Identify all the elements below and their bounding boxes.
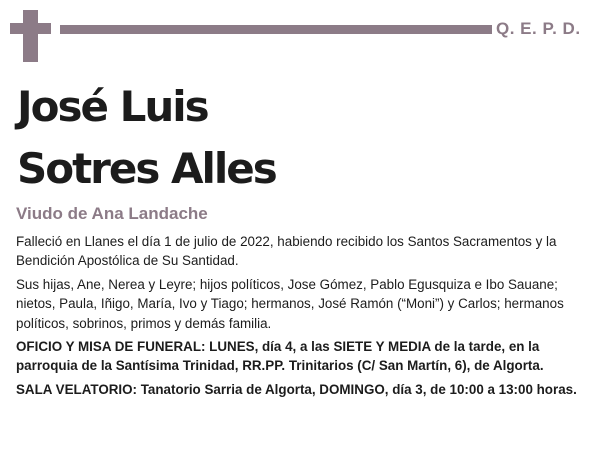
header-bar [0, 0, 600, 62]
widower-subtitle: Viudo de Ana Landache [16, 204, 208, 223]
name-line-last: Sotres Alles [17, 144, 276, 193]
wake-paragraph: SALA VELATORIO: Tanatorio Sarria de Algorta, DOMINGO, día 3, de 10:00 a 13:00 horas. [16, 381, 577, 397]
deceased-name [17, 76, 587, 200]
funeral-paragraph: OFICIO Y MISA DE FUNERAL: LUNES, día 4, a las SIETE Y MEDIA de la tarde, en la parroquia de la Santísima Trinidad, RR.PP. Trinitarios (C/ San Martín, 6), de Algorta. [16, 339, 544, 374]
qepd-label: Q. E. P. D. [496, 19, 581, 38]
notice-body [16, 232, 588, 403]
death-paragraph: Falleció en Llanes el día 1 de julio de 2022, habiendo recibido los Santos Sacramentos y la Bendición Apostólica de Su Santidad. [16, 234, 557, 269]
header-rule [60, 25, 492, 34]
family-paragraph: Sus hijas, Ane, Nerea y Leyre; hijos políticos, Jose Gómez, Pablo Egusquiza e Ibo Sauane; nietos, Paula, Iñigo, María, Ivo y Tiago; hermanos, José Ramón (“Moni”) y Carlos; hermanos políticos, sobrinos, primos y demás familia. [16, 276, 564, 331]
cross-icon-vertical [23, 10, 38, 62]
name-line-first: José Luis [17, 82, 208, 131]
cross-icon-horizontal [10, 23, 51, 34]
